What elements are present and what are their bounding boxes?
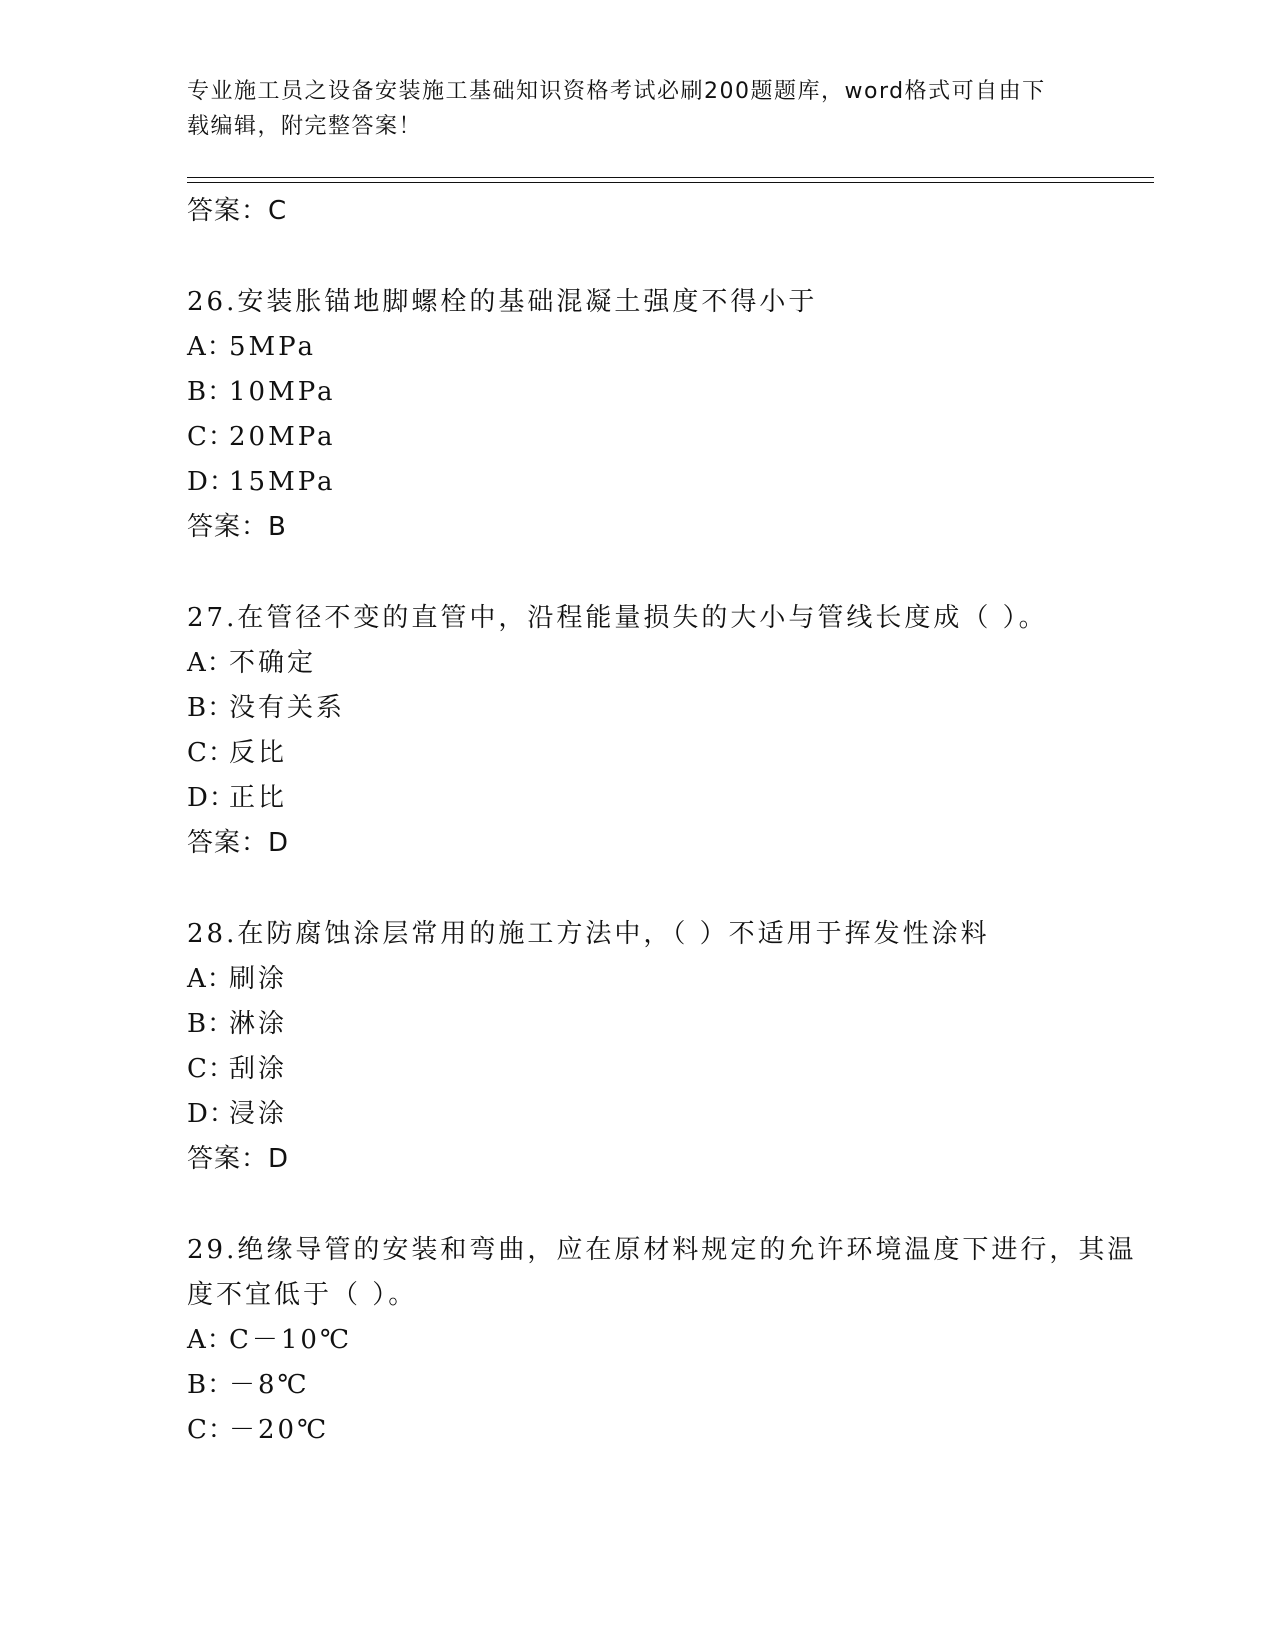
option-letter: B：	[187, 693, 235, 723]
option-c	[187, 1047, 1154, 1092]
option-letter: D：	[187, 783, 236, 813]
option-letter: C：	[187, 1054, 235, 1084]
option-letter: D：	[187, 1099, 236, 1129]
option-letter: A：	[187, 648, 234, 678]
question-stem: 27.在管径不变的直管中，沿程能量损失的大小与管线长度成（ ）。	[187, 603, 1048, 633]
option-letter: D：	[187, 467, 236, 497]
question-list	[187, 189, 1154, 1453]
option-b	[187, 1363, 1154, 1408]
option-text: 15MPa	[229, 467, 336, 497]
option-a	[187, 957, 1154, 1002]
answer-line: 答案：D	[187, 828, 290, 858]
answer-line: 答案：D	[187, 1144, 290, 1174]
option-text: 20MPa	[229, 422, 336, 452]
option-text: 刷涂	[229, 964, 288, 994]
question-item	[187, 596, 1154, 866]
option-a	[187, 1318, 1154, 1363]
option-d	[187, 776, 1154, 821]
option-text: 淋涂	[229, 1009, 288, 1039]
option-text: 刮涂	[229, 1054, 288, 1084]
option-text: －20℃	[229, 1415, 330, 1445]
question-item	[187, 912, 1154, 1182]
option-text: 没有关系	[229, 693, 346, 723]
header-divider-bottom	[187, 182, 1154, 183]
option-d	[187, 460, 1154, 505]
option-text: 反比	[229, 738, 288, 768]
option-d	[187, 1092, 1154, 1137]
page-header: 专业施工员之设备安装施工基础知识资格考试必刷200题题库，word格式可自由下载编辑，附完整答案！	[187, 79, 1046, 139]
question-item	[187, 280, 1154, 550]
option-c	[187, 1408, 1154, 1453]
option-letter: B：	[187, 1370, 235, 1400]
option-b	[187, 370, 1154, 415]
question-stem: 28.在防腐蚀涂层常用的施工方法中，（ ）不适用于挥发性涂料	[187, 919, 990, 949]
question-stem: 29.绝缘导管的安装和弯曲，应在原材料规定的允许环境温度下进行，其温度不宜低于（ ）。	[187, 1235, 1137, 1310]
option-letter: C：	[187, 738, 235, 768]
option-a	[187, 641, 1154, 686]
answer-line: 答案：B	[187, 512, 287, 542]
option-text: C－10℃	[229, 1325, 353, 1355]
option-c	[187, 415, 1154, 460]
option-letter: A：	[187, 1325, 234, 1355]
option-letter: B：	[187, 1009, 235, 1039]
option-text: 10MPa	[229, 377, 336, 407]
header-divider-top	[187, 177, 1154, 178]
option-letter: C：	[187, 422, 235, 452]
option-text: －8℃	[229, 1370, 310, 1400]
option-text: 正比	[229, 783, 288, 813]
option-text: 5MPa	[229, 332, 316, 362]
option-text: 浸涂	[229, 1099, 288, 1129]
option-a	[187, 325, 1154, 370]
option-b	[187, 1002, 1154, 1047]
option-letter: A：	[187, 964, 234, 994]
option-c	[187, 731, 1154, 776]
question-stem: 26.安装胀锚地脚螺栓的基础混凝土强度不得小于	[187, 287, 818, 317]
option-letter: C：	[187, 1415, 235, 1445]
option-text: 不确定	[229, 648, 317, 678]
question-item	[187, 1228, 1154, 1453]
option-letter: B：	[187, 377, 235, 407]
option-b	[187, 686, 1154, 731]
option-letter: A：	[187, 332, 234, 362]
answer-line: 答案：C	[187, 196, 288, 226]
